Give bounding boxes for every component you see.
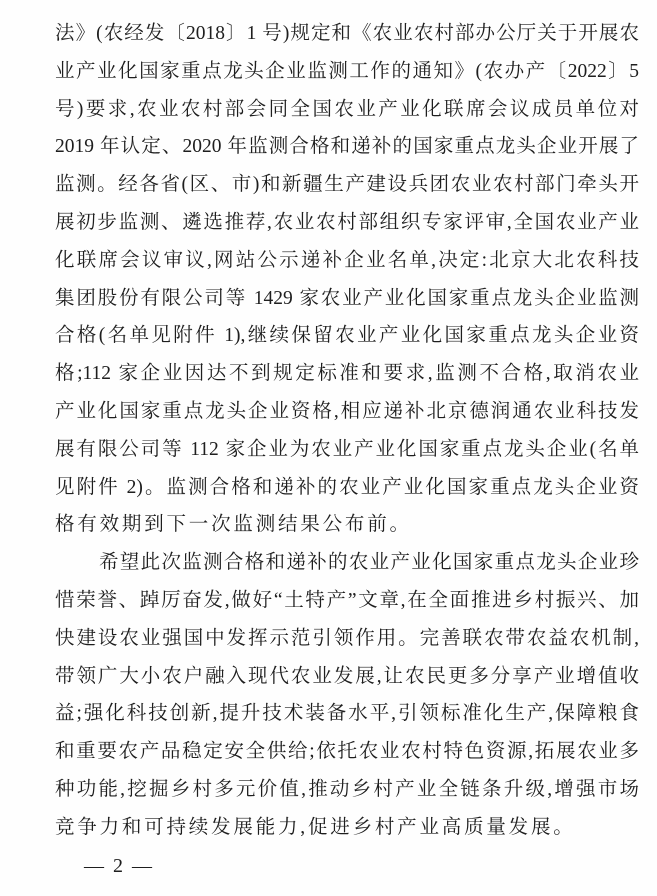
text-line: 种功能,挖掘乡村多元价值,推动乡村产业全链条升级,增强市场 <box>55 778 639 800</box>
text-line: 格;112 家企业因达不到规定标准和要求,监测不合格,取消农业 <box>55 363 639 385</box>
text-line: 和重要农产品稳定安全供给;依托农业农村特色资源,拓展农业多 <box>55 741 639 763</box>
text-line: 惜荣誉、踔厉奋发,做好“土特产”文章,在全面推进乡村振兴、加 <box>55 589 639 611</box>
text-line: 竞争力和可持续发展能力,促进乡村产业高质量发展。 <box>55 816 576 838</box>
text-line: 见附件 2)。监测合格和递补的农业产业化国家重点龙头企业资 <box>55 476 639 498</box>
text-line: 产业化国家重点龙头企业资格,相应递补北京德润通农业科技发 <box>55 400 639 422</box>
text-line: 2019 年认定、2020 年监测合格和递补的国家重点龙头企业开展了 <box>55 136 639 158</box>
page-number: — 2 — <box>84 855 154 877</box>
text-line: 业产业化国家重点龙头企业监测工作的通知》(农办产〔2022〕5 <box>55 60 639 82</box>
text-line: 益;强化科技创新,提升技术装备水平,引领标准化生产,保障粮食 <box>55 703 639 725</box>
text-line: 快建设农业强国中发挥示范引领作用。完善联农带农益农机制, <box>55 627 639 649</box>
text-line: 带领广大小农户融入现代农业发展,让农民更多分享产业增值收 <box>55 665 639 687</box>
text-line: 展有限公司等 112 家企业为农业产业化国家重点龙头企业(名单 <box>55 438 639 460</box>
document-body <box>55 15 639 847</box>
text-line: 格有效期到下一次监测结果公布前。 <box>55 514 412 536</box>
text-line: 法》(农经发〔2018〕1 号)规定和《农业农村部办公厅关于开展农 <box>55 23 639 44</box>
text-line: 监测。经各省(区、市)和新疆生产建设兵团农业农村部门牵头开 <box>55 174 639 196</box>
text-line: 化联席会议审议,网站公示递补企业名单,决定:北京大北农科技 <box>55 249 639 271</box>
text-line: 展初步监测、遴选推荐,农业农村部组织专家评审,全国农业产业 <box>55 211 639 233</box>
text-line: 号)要求,农业农村部会同全国农业产业化联席会议成员单位对 <box>55 98 639 120</box>
text-line: 希望此次监测合格和递补的农业产业化国家重点龙头企业珍 <box>99 552 639 574</box>
text-line: 合格(名单见附件 1),继续保留农业产业化国家重点龙头企业资 <box>55 325 639 347</box>
text-line: 集团股份有限公司等 1429 家农业产业化国家重点龙头企业监测 <box>55 287 639 309</box>
